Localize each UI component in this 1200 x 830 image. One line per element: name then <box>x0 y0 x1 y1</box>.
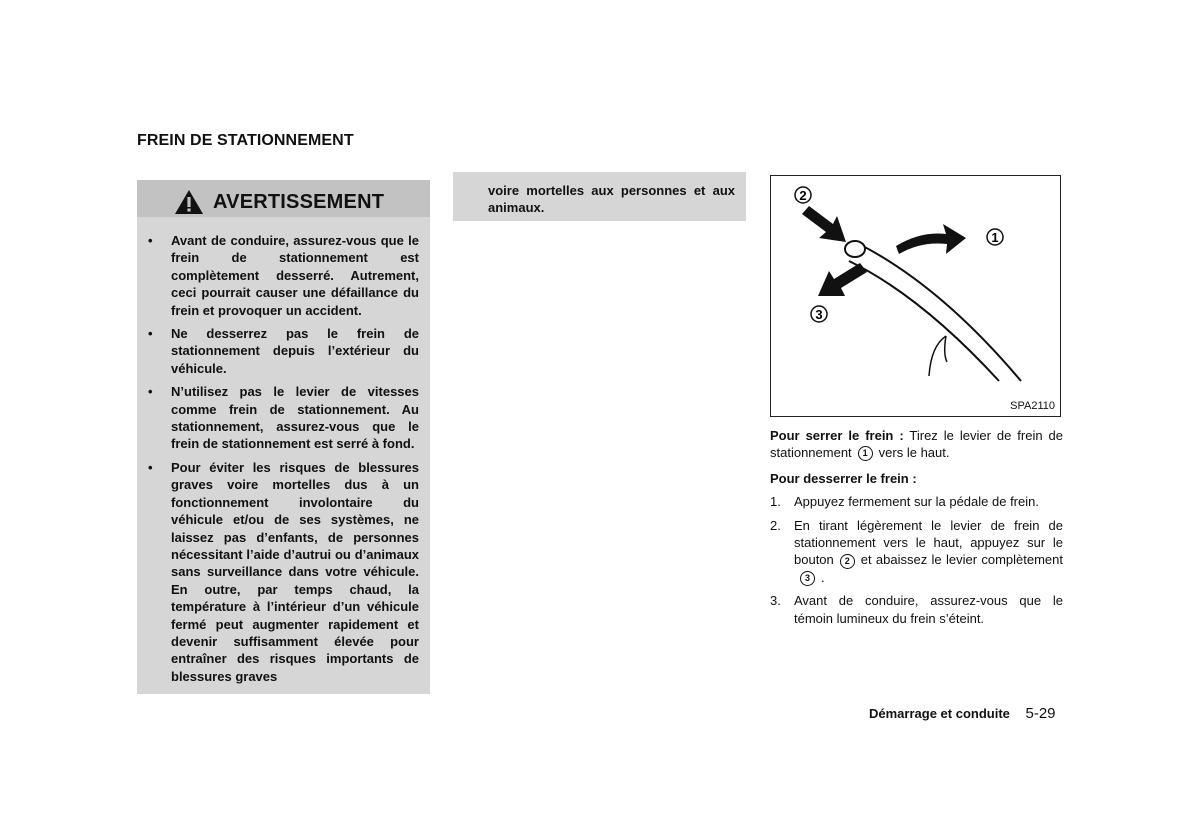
footer-section-title: Démarrage et conduite <box>869 706 1010 721</box>
callout-1: 1 <box>991 230 999 245</box>
parking-brake-figure <box>770 175 1061 417</box>
release-heading: Pour desserrer le frein : <box>770 470 917 486</box>
ref-callout-1: 1 <box>858 446 873 461</box>
step-text: Avant de conduire, assurez-vous que le témoin lumineux du frein s’éteint. <box>794 593 1063 626</box>
apply-heading: Pour serrer le frein : <box>770 428 904 443</box>
warning-item: • Pour éviter les risques de blessures graves voire mortelles dus à un fonctionnement involontaire du véhicule et/ou de ses systèmes, ne laissez pas d’enfants, de personnes nécessitant l’aide d’autrui ou d’animaux sans surveillance dans votre véhicule. En outre, par temps chaud, la température à l’intérieur d’un véhicule fermé peut augmenter rapidement et devenir suffisamment élevée pour entraîner des risques importants de blessures graves <box>137 459 430 685</box>
warning-item: • Avant de conduire, assurez-vous que le frein de stationnement est complètement desserré. Autrement, ceci pourrait causer une défaillance du frein et provoquer un accident. <box>137 232 430 319</box>
step-text-mid: et abaissez le levier complètement <box>860 552 1063 568</box>
step-item <box>770 493 1063 510</box>
warning-continuation-box <box>453 172 746 221</box>
page-footer <box>869 705 1056 722</box>
step-number: 3. <box>770 593 781 609</box>
step-number: 1. <box>770 494 781 510</box>
callout-3: 3 <box>815 307 823 322</box>
warning-header <box>137 180 430 217</box>
apply-paragraph <box>770 427 1063 462</box>
callout-2: 2 <box>799 188 807 203</box>
step-text: Appuyez fermement sur la pédale de frein. <box>794 494 1039 510</box>
ref-callout-3: 3 <box>800 571 815 586</box>
figure-label: SPA2110 <box>1010 400 1055 412</box>
ref-callout-2: 2 <box>840 554 855 569</box>
step-text-end: . <box>821 569 825 585</box>
page-number: 5-29 <box>1025 705 1056 722</box>
page-title: FREIN DE STATIONNEMENT <box>137 132 354 149</box>
warning-list <box>137 232 430 691</box>
apply-text: Tirez le levier de frein de stationnement <box>770 428 1063 461</box>
warning-item: • N’utilisez pas le levier de vitesses comme frein de stationnement. Au stationnement, assurez-vous que le frein de stationnement est serré à fond. <box>137 383 430 453</box>
step-item <box>770 517 1063 587</box>
step-item <box>770 592 1063 627</box>
warning-item: • Ne desserrez pas le frein de stationnement depuis l’extérieur du véhicule. <box>137 325 430 377</box>
release-steps <box>770 493 1063 627</box>
apply-text-end: vers le haut. <box>878 445 950 461</box>
warning-box <box>137 180 430 694</box>
warning-triangle-icon <box>174 189 204 215</box>
parking-brake-illustration <box>771 176 1060 416</box>
instructions-column <box>770 427 1063 633</box>
step-number: 2. <box>770 517 781 533</box>
warning-title: AVERTISSEMENT <box>213 191 385 213</box>
warning-continuation-text: voire mortelles aux personnes et aux animaux. <box>488 183 735 216</box>
step-text: En tirant légèrement le levier de frein de stationnement vers le haut, appuyez sur le bouton <box>794 517 1063 568</box>
